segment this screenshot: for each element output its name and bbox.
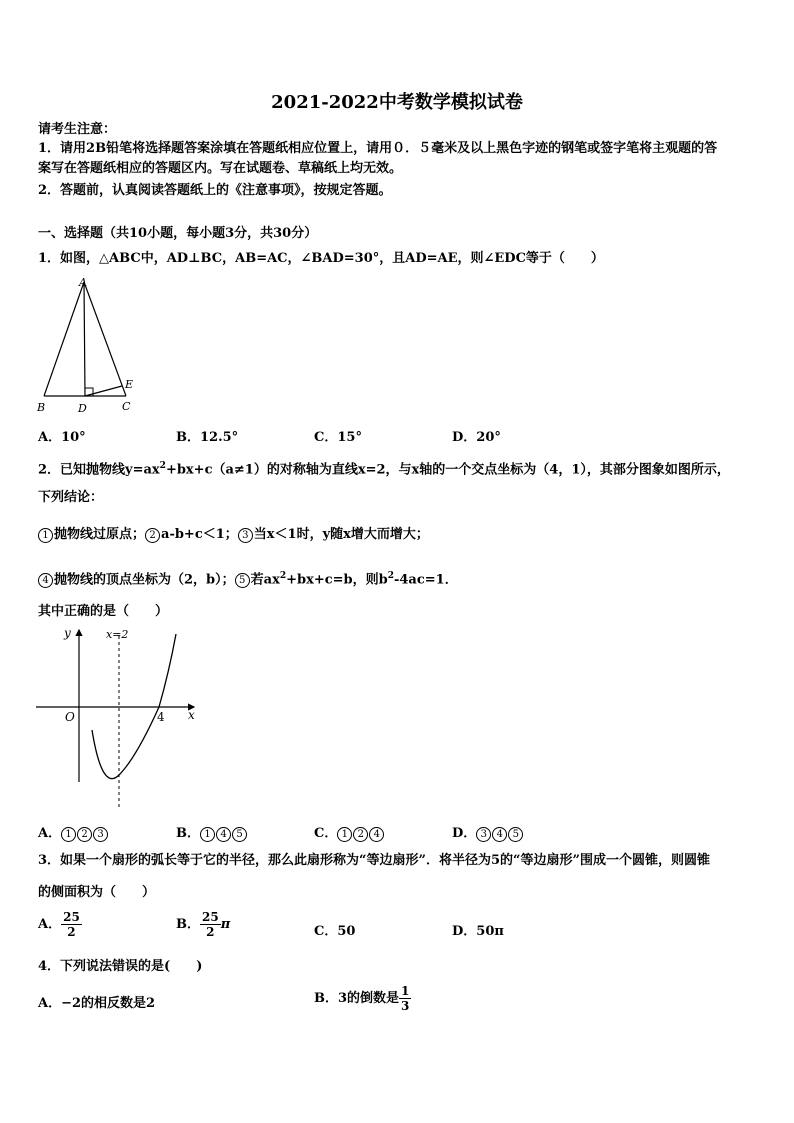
conclusion-5-part: 若ax — [250, 572, 280, 588]
superscript: 2 — [387, 571, 394, 581]
label-d: D — [78, 402, 87, 415]
label-c: C — [122, 400, 131, 413]
option-letter: B． — [176, 826, 200, 841]
question-3-option-c[interactable]: C．50 — [314, 924, 356, 939]
option-letter: A． — [38, 917, 62, 932]
question-1-triangle-figure — [34, 274, 144, 419]
denominator: 3 — [401, 999, 410, 1013]
pi-symbol: π — [220, 917, 231, 932]
circled-number: 4 — [38, 573, 53, 588]
parabola-curve — [92, 634, 176, 779]
conclusion-5-part: -4ac=1． — [393, 572, 458, 588]
label-y: y — [64, 626, 71, 640]
circled-number: 3 — [238, 528, 253, 543]
option-letter: D． — [452, 826, 477, 841]
superscript: 2 — [159, 461, 166, 471]
question-2-parabola-graph — [34, 622, 204, 812]
conclusion-5-part: +bx+c=b，则b — [286, 572, 388, 588]
circled-number: 4 — [369, 827, 384, 842]
notice-item-1-line-1: 1．请用2B铅笔将选择题答案涂填在答题纸相应位置上，请用０．５毫米及以上黑色字迹的钢笔或签字笔将主观题的答 — [38, 141, 718, 156]
notice-heading: 请考生注意： — [38, 122, 117, 137]
page-title: 2021-2022中考数学模拟试卷 — [271, 92, 523, 113]
numerator: 1 — [401, 984, 410, 998]
circled-number: 1 — [337, 827, 352, 842]
question-3-option-d[interactable]: D．50π — [452, 924, 504, 939]
question-4-option-b[interactable] — [314, 984, 411, 1013]
question-1-option-a[interactable]: A．10° — [38, 430, 86, 445]
side-ab — [44, 282, 84, 396]
stem-part: +bx+c（a≠1）的对称轴为直线x=2，与x轴的一个交点坐标为（4，1），其部分图象如图所示， — [165, 462, 730, 478]
question-2-option-d[interactable] — [452, 822, 524, 842]
fraction — [399, 984, 411, 1013]
altitude-ad — [84, 282, 85, 396]
question-4-stem: 4．下列说法错误的是( ) — [38, 959, 203, 974]
question-2-ask: 其中正确的是（ ） — [38, 604, 169, 619]
question-3-stem-line-2: 的侧面积为（ ） — [38, 885, 156, 900]
question-3-stem-line-1: 3．如果一个扇形的弧长等于它的半径，那么此扇形称为“等边扇形”．将半径为5的“等边扇形”围成一个圆锥，则圆锥 — [38, 853, 711, 868]
option-text: B．3的倒数是 — [314, 991, 400, 1006]
label-a: A — [79, 276, 87, 289]
question-3-option-b[interactable] — [176, 910, 230, 939]
option-letter: A． — [38, 826, 62, 841]
label-four: 4 — [157, 710, 165, 724]
question-4-option-a[interactable]: A．−2的相反数是2 — [38, 996, 156, 1011]
label-origin: O — [65, 710, 75, 724]
circled-number: 2 — [77, 827, 92, 842]
superscript: 2 — [279, 571, 287, 581]
question-2-option-a[interactable] — [38, 822, 109, 842]
circled-number: 5 — [232, 827, 247, 842]
notice-item-1-line-2: 案写在答题纸相应的答题区内。写在试题卷、草稿纸上均无效。 — [38, 161, 403, 176]
stem-part: 2．已知抛物线y=ax — [38, 462, 160, 478]
numerator: 25 — [202, 910, 219, 924]
label-x: x — [188, 708, 195, 722]
label-axis: x=2 — [106, 628, 129, 641]
circled-number: 2 — [145, 528, 160, 543]
circled-number: 3 — [93, 827, 108, 842]
numerator: 25 — [63, 910, 80, 924]
section-heading: 一、选择题（共10小题，每小题3分，共30分） — [38, 226, 318, 241]
circled-number: 4 — [216, 827, 231, 842]
circled-number: 1 — [200, 827, 215, 842]
circled-number: 5 — [508, 827, 523, 842]
conclusion-1: 抛物线过原点； — [54, 527, 146, 542]
circled-number: 5 — [235, 573, 250, 588]
question-2-conclusions-4-5 — [38, 567, 458, 589]
question-2-option-b[interactable] — [176, 822, 248, 842]
question-1-option-d[interactable]: D．20° — [452, 430, 501, 445]
label-b: B — [37, 401, 46, 414]
denominator: 2 — [206, 925, 215, 939]
question-1-option-b[interactable]: B．12.5° — [176, 430, 239, 445]
circled-number: 1 — [61, 827, 76, 842]
question-1-stem: 1．如图，△ABC中，AD⊥BC，AB=AC，∠BAD=30°，且AD=AE，则∠EDC等于（ ） — [38, 251, 604, 266]
notice-item-2: 2．答题前，认真阅读答题纸上的《注意事项》，按规定答题。 — [38, 183, 392, 198]
question-2-option-c[interactable] — [314, 822, 385, 842]
circled-number: 1 — [38, 528, 53, 543]
conclusion-4: 抛物线的顶点坐标为（2，b）； — [54, 572, 235, 588]
fraction — [200, 910, 221, 939]
circled-number: 4 — [492, 827, 507, 842]
option-letter: C． — [314, 826, 338, 841]
conclusion-3: 当x＜1时，y随x增大而增大； — [253, 527, 429, 542]
side-ac — [84, 282, 126, 396]
label-e: E — [125, 378, 134, 391]
denominator: 2 — [67, 925, 76, 939]
conclusion-2: a-b+c＜1； — [161, 527, 238, 542]
question-2-stem-line-1 — [38, 457, 730, 479]
circled-number: 3 — [476, 827, 491, 842]
option-letter: B． — [176, 917, 200, 932]
question-2-stem-line-2: 下列结论： — [38, 490, 104, 505]
circled-number: 2 — [353, 827, 368, 842]
question-1-option-c[interactable]: C．15° — [314, 430, 362, 445]
fraction — [61, 910, 82, 939]
question-2-conclusions-1-3 — [38, 526, 429, 544]
question-3-option-a[interactable] — [38, 910, 82, 939]
